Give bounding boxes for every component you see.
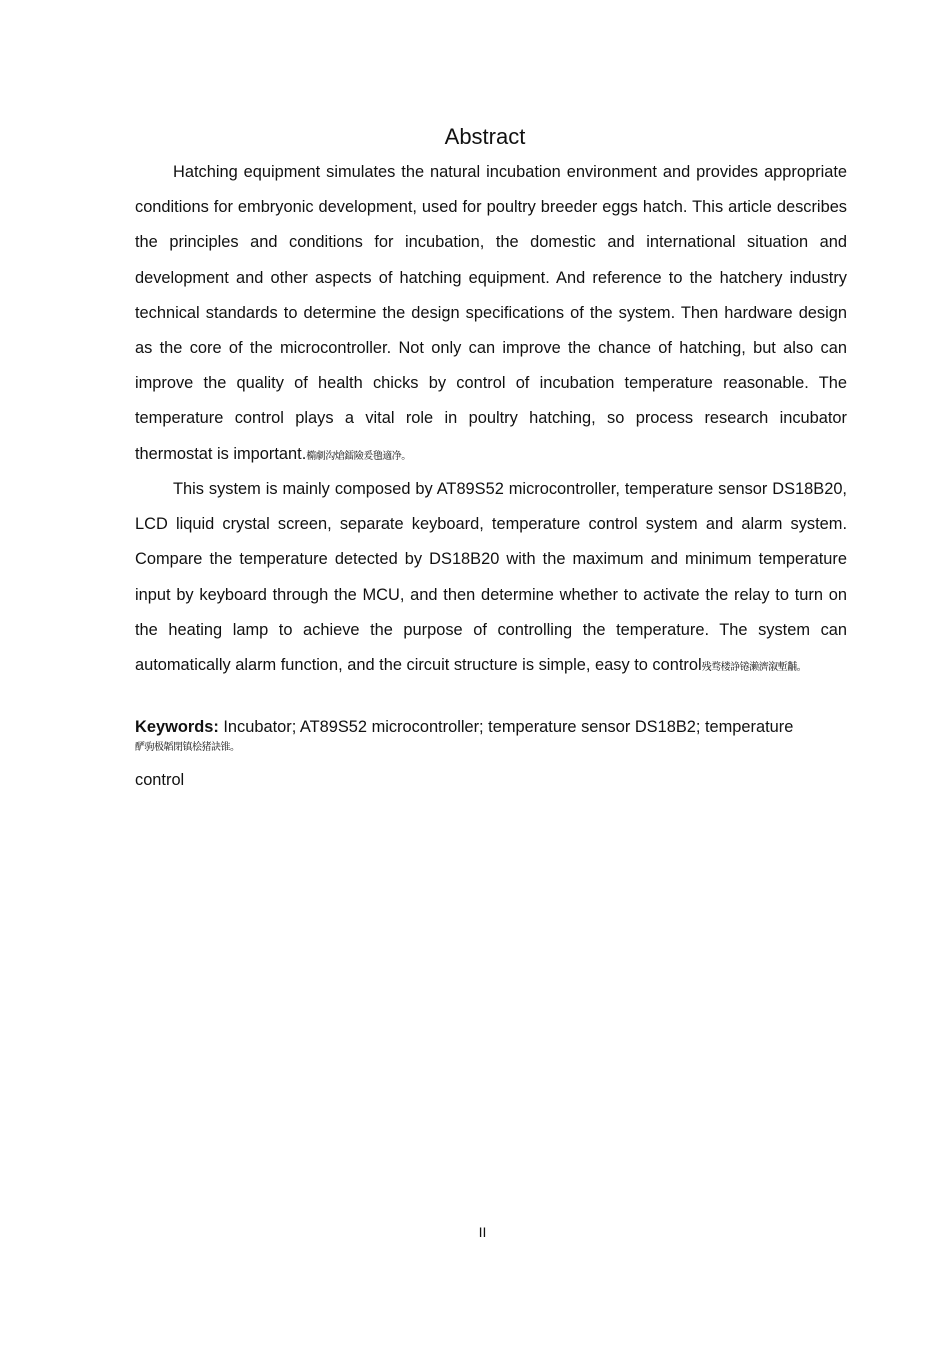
keywords-continuation: control xyxy=(135,771,185,789)
keywords-label: Keywords: xyxy=(135,718,219,736)
paragraph-2-text: This system is mainly composed by AT89S52 microcontroller, temperature sensor DS18B20, LCD liquid crystal screen, separate keyboard, temperature control system and alarm system. Compare the temperature detected by DS18B20 with the maximum and minimum temperature input by keyboard through the MCU, and then determine whether to activate the relay to turn on the heating lamp to achieve the purpose of controlling the temperature. The system can automatically alarm function, and the circuit structure is simple, easy to control xyxy=(135,480,847,675)
paragraph-1-garbled-text: 橢劇沟熗鐳險爰氌適净。 xyxy=(306,450,411,462)
paragraph-1-text: Hatching equipment simulates the natural incubation environment and provides appropriate conditions for embryonic development, used for poultry breeder eggs hatch. This article describes the principles and conditions for incubation, the domestic and international situation and development and other aspects of hatching equipment. And reference to the hatchery industry technical standards to determine the design specifications of the system. Then hardware design as the core of the microcontroller. Not only can improve the chance of hatching, but also can improve the quality of health chicks by control of incubation temperature reasonable. The temperature control plays a vital role in poultry hatching, so process research incubator thermostat is important. xyxy=(135,163,847,463)
page-number: II xyxy=(478,1224,487,1240)
keywords-text: Incubator; AT89S52 microcontroller; temperature sensor DS18B2; temperature xyxy=(218,718,794,736)
paragraph-2-garbled-text: 残骛楼諍锩濑濟溆塹黼。 xyxy=(701,662,807,674)
abstract-title: Abstract xyxy=(444,124,526,149)
abstract-paragraph-2 xyxy=(135,472,847,685)
keywords-garbled-text: 酽驹极韜閉镇桧猪訣锥。 xyxy=(135,742,240,753)
keywords-line xyxy=(135,716,865,738)
abstract-paragraph-1 xyxy=(135,155,847,474)
